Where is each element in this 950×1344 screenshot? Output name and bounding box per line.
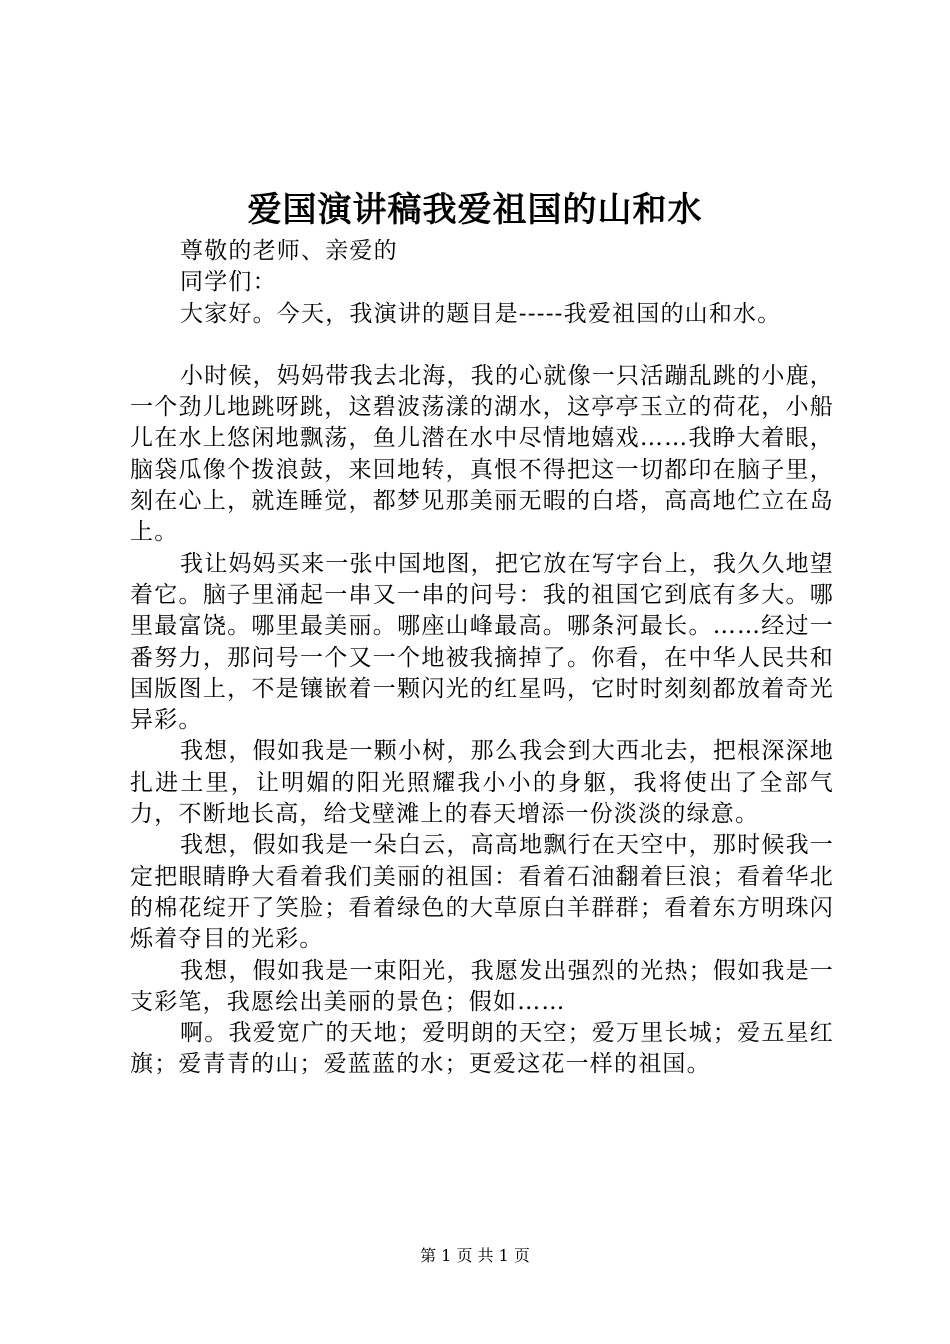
body-paragraph: 我想，假如我是一束阳光，我愿发出强烈的光热；假如我是一支彩笔，我愿绘出美丽的景色；假如…… <box>130 957 834 1015</box>
body-paragraph: 我想，假如我是一颗小树，那么我会到大西北去，把根深深地扎进土里，让明媚的阳光照耀我小小的身躯，我将使出了全部气力，不断地长高，给戈壁滩上的春天增添一份淡淡的绿意。 <box>130 738 834 828</box>
salutation-line-1: 尊敬的老师、亲爱的 <box>180 238 398 264</box>
body-paragraph: 我让妈妈买来一张中国地图，把它放在写字台上，我久久地望着它。脑子里涌起一串又一串的问号：我的祖国它到底有多大。哪里最富饶。哪里最美丽。哪座山峰最高。哪条河最长。……经过一番努力，那问号一个又一个地被我摘掉了。你看，在中华人民共和国版图上，不是镶嵌着一颗闪光的红星吗，它时时刻刻都放着奇光异彩。 <box>130 550 834 734</box>
greeting-paragraph: 大家好。今天，我演讲的题目是-----我爱祖国的山和水。 <box>180 300 782 327</box>
page-footer: 第 1 页 共 1 页 <box>420 1246 530 1265</box>
paragraph-spacer <box>130 330 834 361</box>
document-body <box>130 236 834 1081</box>
body-paragraph: 我想，假如我是一朵白云，高高地飘行在天空中，那时候我一定把眼睛睁大看着我们美丽的祖国：看着石油翻着巨浪；看着华北的棉花绽开了笑脸；看着绿色的大草原白羊群群；看着东方明珠闪烁着夺目的光彩。 <box>130 832 834 953</box>
salutation-line-2: 同学们： <box>180 269 277 296</box>
document-title: 爱国演讲稿我爱祖国的山和水 <box>247 190 703 230</box>
body-paragraph: 啊。我爱宽广的天地；爱明朗的天空；爱万里长城；爱五星红旗；爱青青的山；爱蓝蓝的水；更爱这花一样的祖国。 <box>130 1020 834 1078</box>
body-paragraph: 小时候，妈妈带我去北海，我的心就像一只活蹦乱跳的小鹿，一个劲儿地跳呀跳，这碧波荡漾的湖水，这亭亭玉立的荷花，小船儿在水上悠闲地飘荡，鱼儿潜在水中尽情地嬉戏……我睁大着眼，脑袋瓜像个拨浪鼓，来回地转，真恨不得把这一切都印在脑子里，刻在心上，就连睡觉，都梦见那美丽无暇的白塔，高高地伫立在岛上。 <box>130 362 834 546</box>
